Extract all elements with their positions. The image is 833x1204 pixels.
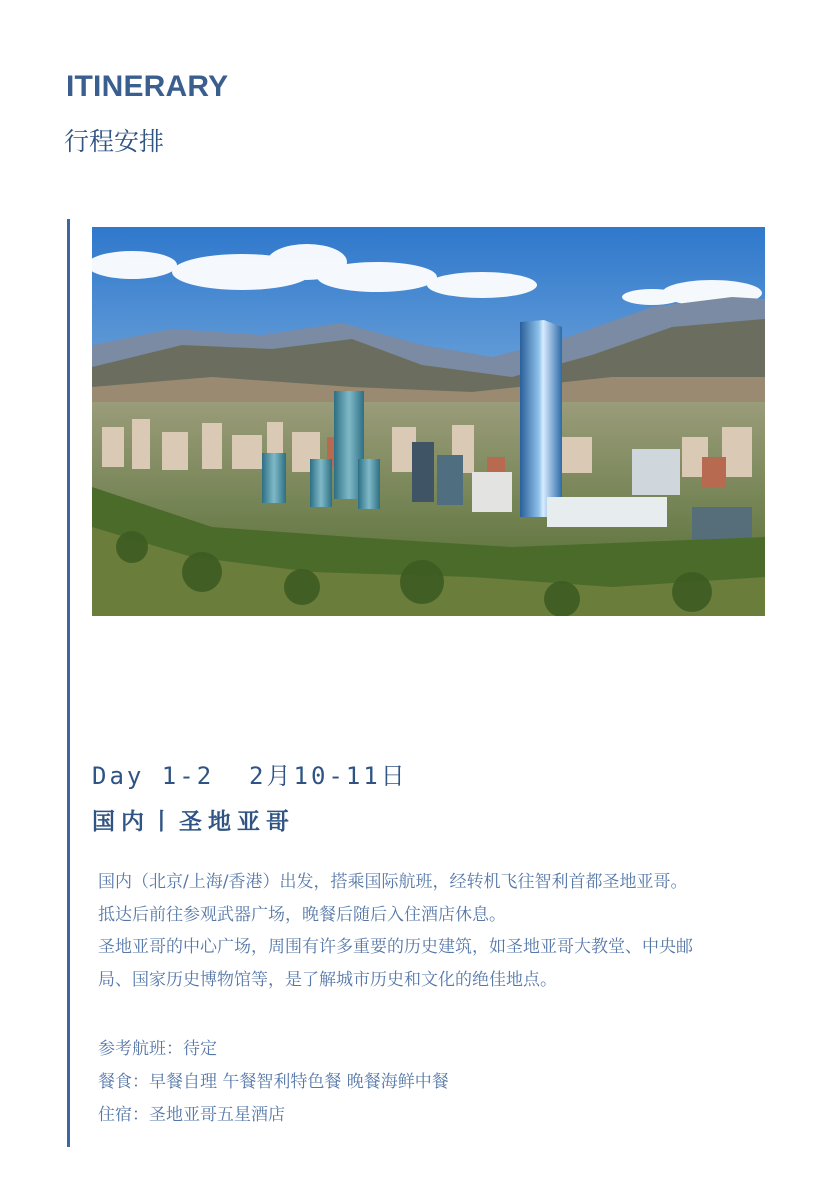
accent-bar <box>67 219 70 1147</box>
city-skyline-photo <box>92 227 765 616</box>
day-description <box>98 866 798 996</box>
hotel-info: 住宿：圣地亚哥五星酒店 <box>98 1105 285 1125</box>
description-line: 国内（北京/上海/香港）出发，搭乘国际航班，经转机飞往智利首都圣地亚哥。 <box>98 872 688 892</box>
trip-info <box>98 1033 798 1132</box>
itinerary-title: ITINERARY <box>66 70 229 103</box>
route-label: 国内丨圣地亚哥 <box>92 809 295 835</box>
description-line: 圣地亚哥的中心广场，周围有许多重要的历史建筑，如圣地亚哥大教堂、中央邮 <box>98 937 693 957</box>
day-range-label: Day 1-2 2月10-11日 <box>92 762 408 790</box>
description-line: 抵达后前往参观武器广场，晚餐后随后入住酒店休息。 <box>98 904 506 925</box>
flight-info: 参考航班：待定 <box>98 1039 217 1059</box>
itinerary-subtitle: 行程安排 <box>64 127 165 156</box>
description-line: 局、国家历史博物馆等，是了解城市历史和文化的绝佳地点。 <box>98 969 557 990</box>
meals-info: 餐食：早餐自理 午餐智利特色餐 晚餐海鲜中餐 <box>98 1072 449 1092</box>
